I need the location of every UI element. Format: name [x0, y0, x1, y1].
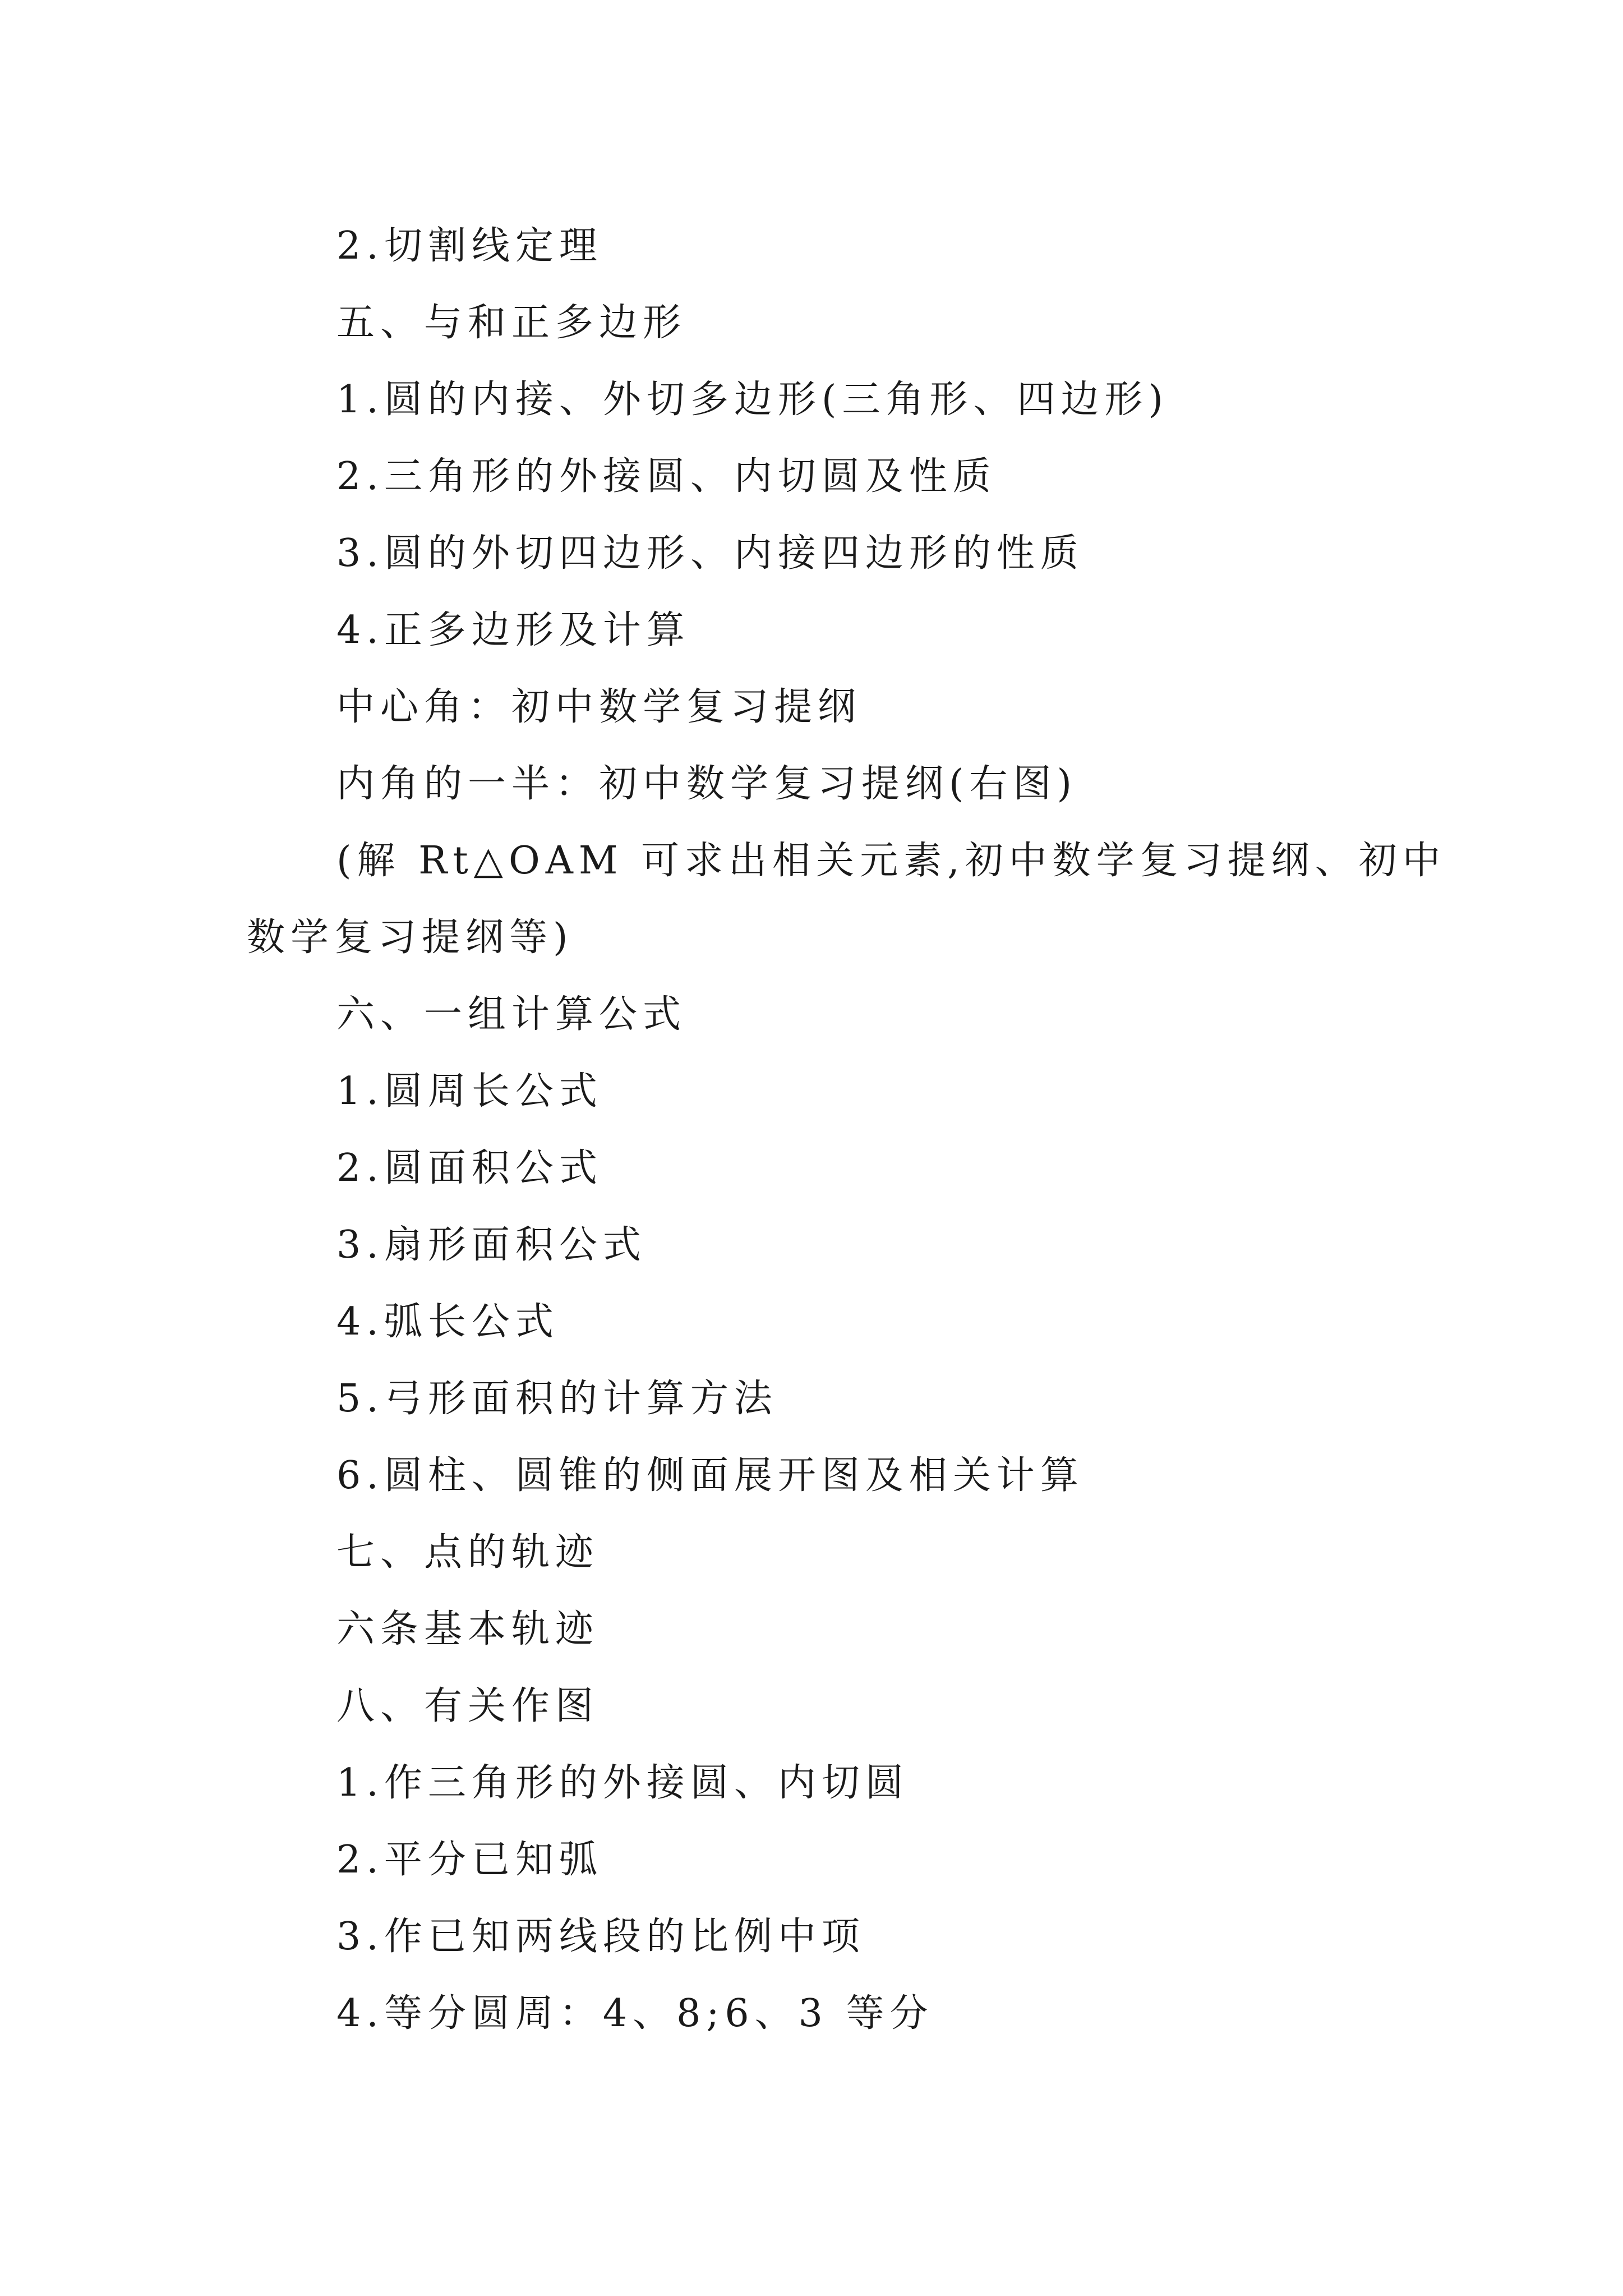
document-body — [247, 208, 1446, 2052]
section-heading: 七、点的轨迹 — [336, 1530, 600, 1575]
section-heading: 八、有关作图 — [336, 1684, 600, 1728]
text-line: 6.圆柱、圆锥的侧面展开图及相关计算 — [336, 1453, 1084, 1498]
text-line: 1.圆的内接、外切多边形(三角形、四边形) — [336, 378, 1169, 422]
text-line: 1.圆周长公式 — [336, 1069, 603, 1114]
text-line: 2.三角形的外接圆、内切圆及性质 — [336, 454, 997, 499]
text-line: (解 Rt△OAM 可求出相关元素,初中数学复习提纲、初中 — [336, 839, 1446, 883]
text-line: 2.切割线定理 — [336, 224, 603, 268]
section-heading: 五、与和正多边形 — [336, 301, 687, 345]
text-line: 2.平分已知弧 — [336, 1838, 603, 1882]
section-heading: 六、一组计算公式 — [336, 992, 687, 1037]
text-line: 2.圆面积公式 — [336, 1146, 603, 1190]
text-line: 5.弓形面积的计算方法 — [336, 1377, 778, 1421]
text-line-continuation: 数学复习提纲等) — [247, 915, 574, 960]
text-line: 3.作已知两线段的比例中项 — [336, 1915, 865, 1959]
text-line: 内角的一半：初中数学复习提纲(右图) — [336, 762, 1078, 806]
text-line: 3.圆的外切四边形、内接四边形的性质 — [336, 531, 1084, 576]
text-line: 4.弧长公式 — [336, 1300, 559, 1344]
text-line: 六条基本轨迹 — [336, 1607, 600, 1651]
text-line: 中心角：初中数学复习提纲 — [336, 685, 862, 729]
text-line: 1.作三角形的外接圆、内切圆 — [336, 1761, 909, 1805]
text-line: 4.正多边形及计算 — [336, 608, 690, 652]
text-line: 4.等分圆周：4、8;6、3 等分 — [336, 1991, 934, 2036]
text-line: 3.扇形面积公式 — [336, 1223, 647, 1267]
